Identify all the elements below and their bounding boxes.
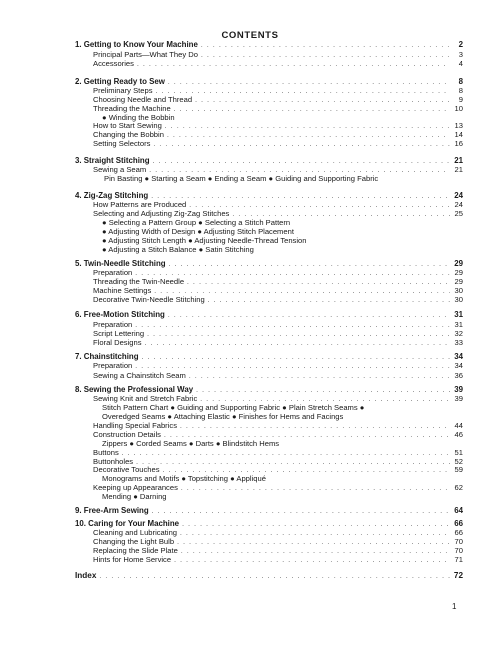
toc-page-number: 33 — [454, 338, 463, 347]
toc-entry[interactable] — [93, 277, 463, 286]
toc-entry-title: Preliminary Steps — [93, 86, 153, 95]
dot-leader — [189, 201, 450, 209]
toc-page-number: 29 — [454, 277, 463, 286]
toc-entry-title: Replacing the Slide Plate — [93, 546, 178, 555]
toc-chapter[interactable] — [75, 506, 463, 515]
dot-leader — [200, 395, 450, 403]
toc-entry-title: Index — [75, 571, 97, 580]
dot-leader — [189, 372, 450, 380]
dot-leader — [208, 296, 450, 304]
dot-leader — [122, 449, 450, 457]
toc-page-number: 29 — [454, 268, 463, 277]
toc-entry-title: Construction Details — [93, 430, 161, 439]
toc-page-number: 31 — [454, 310, 463, 319]
toc-page-number: 59 — [454, 465, 463, 474]
toc-entry-title: 4. Zig-Zag Stitching — [75, 191, 149, 200]
dot-leader — [137, 60, 450, 68]
toc-entry-title: Buttons — [93, 448, 119, 457]
dot-leader — [145, 339, 450, 347]
toc-entry-title: Preparation — [93, 361, 133, 370]
toc-entry[interactable] — [93, 320, 463, 329]
toc-entry-title: Keeping up Appearances — [93, 483, 178, 492]
toc-page-number: 10 — [454, 104, 463, 113]
page-number: 1 — [452, 602, 457, 611]
dot-leader — [177, 538, 450, 546]
dot-leader — [168, 78, 450, 86]
toc-entry[interactable] — [93, 104, 463, 113]
toc-entry[interactable] — [93, 394, 463, 403]
toc-entry[interactable] — [93, 130, 463, 139]
toc-page-number: 16 — [454, 139, 463, 148]
dot-leader — [180, 529, 450, 537]
toc-page-number: 24 — [454, 200, 463, 209]
dot-leader — [181, 547, 450, 555]
dot-leader — [135, 269, 450, 277]
toc-subtopics: ● Winding the Bobbin — [102, 113, 175, 122]
toc-page-number: 71 — [454, 555, 463, 564]
dot-leader — [153, 140, 450, 148]
toc-page-number: 9 — [458, 95, 463, 104]
toc-entry-title: Principal Parts—What They Do — [93, 50, 198, 59]
toc-chapter[interactable] — [75, 40, 463, 49]
toc-entry-title: Selecting and Adjusting Zig-Zag Stitches — [93, 209, 230, 218]
dot-leader — [195, 96, 450, 104]
toc-page-number: 66 — [454, 528, 463, 537]
toc-chapter[interactable] — [75, 519, 463, 528]
toc-page-number: 2 — [458, 40, 463, 49]
toc-entry[interactable] — [93, 200, 463, 209]
toc-page-number: 24 — [454, 191, 463, 200]
toc-chapter[interactable] — [75, 259, 463, 268]
toc-entry-title: Cleaning and Lubricating — [93, 528, 178, 537]
toc-page-number: 72 — [453, 571, 463, 580]
toc-chapter[interactable] — [75, 385, 463, 394]
toc-entry[interactable] — [93, 465, 463, 474]
toc-subtopics: Overedged Seams ● Attaching Elastic ● Finishes for Hems and Facings — [102, 412, 344, 421]
toc-chapter[interactable] — [75, 156, 463, 165]
toc-subtopics: Pin Basting ● Starting a Seam ● Ending a Seam ● Guiding and Supporting Fabric — [104, 174, 379, 183]
toc-subtopics: ● Adjusting a Stitch Balance ● Satin Stitching — [102, 245, 254, 254]
toc-entry-title: Decorative Twin-Needle Stitching — [93, 295, 205, 304]
dot-leader — [167, 131, 450, 139]
dot-leader — [154, 287, 450, 295]
toc-entry-title: Handling Special Fabrics — [93, 421, 177, 430]
toc-entry-title: Threading the Machine — [93, 104, 171, 113]
toc-entry-title: 3. Straight Stitching — [75, 156, 150, 165]
dot-leader — [156, 87, 450, 95]
toc-subtopics: Stitch Pattern Chart ● Guiding and Supporting Fabric ● Plain Stretch Seams ● — [102, 403, 365, 412]
toc-entry[interactable] — [93, 209, 463, 218]
toc-entry-title: 9. Free-Arm Sewing — [75, 506, 149, 515]
toc-entry[interactable] — [93, 286, 463, 295]
toc-entry[interactable] — [93, 86, 463, 95]
toc-entry[interactable] — [93, 371, 463, 380]
toc-page-number: 14 — [454, 130, 463, 139]
dot-leader — [201, 51, 450, 59]
toc-chapter[interactable] — [75, 310, 463, 319]
toc-entry-title: Machine Settings — [93, 286, 152, 295]
toc-entry[interactable] — [93, 546, 463, 555]
toc-subtopics: ● Adjusting Stitch Length ● Adjusting Needle-Thread Tension — [102, 236, 307, 245]
dot-leader — [201, 41, 450, 49]
toc-entry[interactable] — [93, 555, 463, 564]
toc-entry-title: Preparation — [93, 320, 133, 329]
toc-page-number: 32 — [454, 329, 463, 338]
toc-page-number: 8 — [458, 77, 463, 86]
dot-leader — [196, 386, 450, 394]
toc-chapter[interactable] — [75, 352, 463, 361]
toc-page-number: 25 — [454, 209, 463, 218]
dot-leader — [135, 321, 450, 329]
toc-index-entry[interactable] — [75, 571, 463, 580]
toc-chapter[interactable] — [75, 77, 463, 86]
toc-page-number: 29 — [454, 259, 463, 268]
toc-entry-title: Preparation — [93, 268, 133, 277]
toc-page-number: 13 — [454, 121, 463, 130]
toc-entry-title: Buttonholes — [93, 457, 134, 466]
toc-entry[interactable] — [93, 121, 463, 130]
toc-entry-title: 1. Getting to Know Your Machine — [75, 40, 198, 49]
toc-entry[interactable] — [93, 537, 463, 546]
toc-page-number: 66 — [454, 519, 463, 528]
toc-subtopics: ● Selecting a Pattern Group ● Selecting a Stitch Pattern — [102, 218, 291, 227]
toc-entry[interactable] — [93, 338, 463, 347]
toc-entry-title: Script Lettering — [93, 329, 145, 338]
toc-entry[interactable] — [93, 165, 463, 174]
toc-page-number: 70 — [454, 537, 463, 546]
toc-page-number: 30 — [454, 286, 463, 295]
toc-entry[interactable] — [93, 430, 463, 439]
toc-entry[interactable] — [93, 329, 463, 338]
dot-leader — [153, 157, 450, 165]
dot-leader — [187, 278, 450, 286]
toc-entry-title: Floral Designs — [93, 338, 142, 347]
toc-entry-title: How to Start Sewing — [93, 121, 162, 130]
dot-leader — [165, 122, 450, 130]
toc-subtopics: Zippers ● Corded Seams ● Darts ● Blindstitch Hems — [102, 439, 280, 448]
toc-entry-title: Choosing Needle and Thread — [93, 95, 193, 104]
toc-entry[interactable] — [93, 139, 463, 148]
toc-entry[interactable] — [93, 421, 463, 430]
toc-page-number: 36 — [454, 371, 463, 380]
toc-entry-title: 2. Getting Ready to Sew — [75, 77, 165, 86]
toc-page-number: 52 — [454, 457, 463, 466]
toc-page-number: 64 — [454, 506, 463, 515]
toc-entry-title: Changing the Bobbin — [93, 130, 164, 139]
toc-page-number: 31 — [454, 320, 463, 329]
dot-leader — [169, 260, 450, 268]
toc-entry-title: Decorative Touches — [93, 465, 160, 474]
toc-page-number: 30 — [454, 295, 463, 304]
toc-page-number: 21 — [454, 156, 463, 165]
toc-entry-title: Sewing a Chainstitch Seam — [93, 371, 186, 380]
toc-page-number: 70 — [454, 546, 463, 555]
dot-leader — [147, 330, 450, 338]
toc-page-number: 39 — [454, 394, 463, 403]
dot-leader — [142, 353, 450, 361]
dot-leader — [135, 362, 450, 370]
dot-leader — [168, 311, 450, 319]
dot-leader — [174, 556, 450, 564]
toc-entry-title: Hints for Home Service — [93, 555, 172, 564]
toc-page-number: 62 — [454, 483, 463, 492]
dot-leader — [163, 466, 450, 474]
dot-leader — [180, 422, 450, 430]
toc-page-number: 8 — [458, 86, 463, 95]
dot-leader — [182, 520, 450, 528]
toc-entry-title: 7. Chainstitching — [75, 352, 139, 361]
toc-entry[interactable] — [93, 483, 463, 492]
toc-subtopics: Monograms and Motifs ● Topstitching ● Appliqué — [102, 474, 266, 483]
toc-entry[interactable] — [93, 59, 463, 68]
toc-entry-title: How Patterns are Produced — [93, 200, 187, 209]
toc-subtopics: Mending ● Darning — [102, 492, 167, 501]
dot-leader — [149, 166, 450, 174]
toc-entry-title: Threading the Twin-Needle — [93, 277, 185, 286]
toc-page-number: 39 — [454, 385, 463, 394]
toc-page-number: 3 — [458, 50, 463, 59]
toc-entry-title: Setting Selectors — [93, 139, 151, 148]
toc-entry-title: Sewing Knit and Stretch Fabric — [93, 394, 198, 403]
toc-entry[interactable] — [93, 295, 463, 304]
toc-entry[interactable] — [93, 361, 463, 370]
dot-leader — [232, 210, 450, 218]
toc-entry-title: 5. Twin-Needle Stitching — [75, 259, 166, 268]
toc-entry[interactable] — [93, 448, 463, 457]
toc-entry[interactable] — [93, 95, 463, 104]
toc-entry-title: 10. Caring for Your Machine — [75, 519, 180, 528]
dot-leader — [152, 507, 450, 515]
toc-entry[interactable] — [93, 50, 463, 59]
toc-chapter[interactable] — [75, 191, 463, 200]
dot-leader — [151, 192, 450, 200]
toc-page-number: 44 — [454, 421, 463, 430]
toc-page-number: 34 — [454, 352, 463, 361]
dot-leader — [174, 105, 450, 113]
page-title: CONTENTS — [221, 30, 279, 41]
toc-page-number: 4 — [458, 59, 463, 68]
toc-entry-title: 6. Free-Motion Stitching — [75, 310, 165, 319]
toc-page-number: 34 — [454, 361, 463, 370]
toc-page-number: 46 — [454, 430, 463, 439]
dot-leader — [181, 484, 450, 492]
toc-entry-title: Sewing a Seam — [93, 165, 147, 174]
toc-page-number: 51 — [454, 448, 463, 457]
toc-entry[interactable] — [93, 268, 463, 277]
toc-page-number: 21 — [454, 165, 463, 174]
toc-entry-title: 8. Sewing the Professional Way — [75, 385, 194, 394]
toc-entry-title: Accessories — [93, 59, 134, 68]
toc-entry-title: Changing the Light Bulb — [93, 537, 175, 546]
toc-entry[interactable] — [93, 528, 463, 537]
dot-leader — [99, 572, 450, 580]
dot-leader — [164, 431, 450, 439]
toc-subtopics: ● Adjusting Width of Design ● Adjusting Stitch Placement — [102, 227, 294, 236]
